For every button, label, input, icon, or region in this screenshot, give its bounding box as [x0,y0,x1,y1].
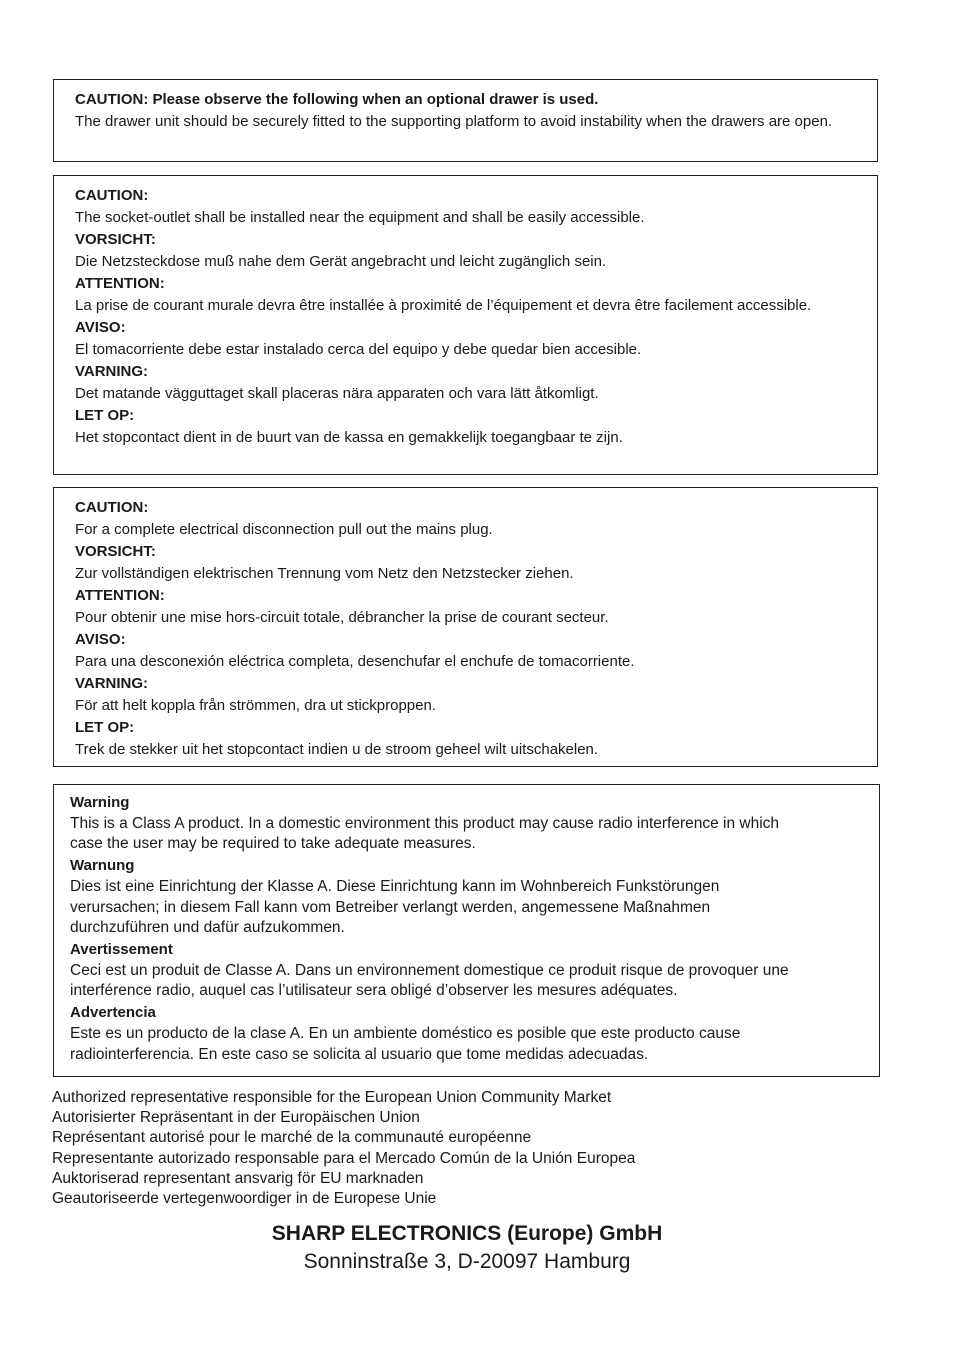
disconnect-box [53,487,878,767]
socket-heading-es: AVISO: [75,319,126,336]
drawer-caution-box [53,79,878,162]
disconnect-heading-de: VORSICHT: [75,543,156,560]
disconnect-text-sv: För att helt koppla från strömmen, dra ut stickproppen. [75,697,437,714]
warning-heading-es: Advertencia [70,1004,156,1022]
warning-text-de: Dies ist eine Einrichtung der Klasse A. Diese Einrichtung kann im Wohnbereich Funkstörungen verursachen; in diesem Fall kann vom Betreiber verlangt werden, angemessene Maßnahmen durchzuführen und dafür aufzukommen. [70,878,720,936]
socket-text-de: Die Netzsteckdose muß nahe dem Gerät angebracht und leicht zugänglich sein. [75,253,607,270]
socket-heading-fr: ATTENTION: [75,275,165,292]
disconnect-heading-fr: ATTENTION: [75,587,165,604]
warning-heading-fr: Avertissement [70,941,173,959]
company-name: SHARP ELECTRONICS (Europe) GmbH [271,1222,663,1245]
disconnect-heading-en: CAUTION: [75,499,149,516]
warning-text-fr: Ceci est un produit de Classe A. Dans un environnement domestique ce produit risque de provoquer une interférence radio, auquel cas l’utilisateur sera obligé d’observer les mesures adéquates. [70,962,789,1000]
disconnect-text-fr: Pour obtenir une mise hors-circuit totale, débrancher la prise de courant secteur. [75,609,609,626]
warning-heading-de: Warnung [70,857,135,875]
socket-heading-en: CAUTION: [75,187,149,204]
socket-text-en: The socket-outlet shall be installed near the equipment and shall be easily accessible. [75,209,645,226]
disconnect-heading-sv: VARNING: [75,675,149,692]
disconnect-heading-nl: LET OP: [75,719,135,736]
warning-heading-en: Warning [70,794,130,811]
socket-text-nl: Het stopcontact dient in de buurt van de kassa en gemakkelijk toegangbaar te zijn. [75,429,623,446]
class-a-warning-box [53,784,880,1077]
warning-text-es: Este es un producto de la clase A. En un ambiente doméstico es posible que este producto cause radiointerferencia. En este caso se solicita al usuario que tome medidas adecuadas. [70,1025,741,1063]
disconnect-heading-es: AVISO: [75,631,126,648]
representative-line-en: Authorized representative responsible for the European Union Community Market [52,1089,612,1106]
company-address: Sonninstraße 3, D-20097 Hamburg [303,1250,631,1273]
socket-heading-de: VORSICHT: [75,231,156,248]
disconnect-text-en: For a complete electrical disconnection pull out the mains plug. [75,521,493,538]
drawer-caution-heading: CAUTION: Please observe the following when an optional drawer is used. [75,91,599,108]
drawer-caution-text: The drawer unit should be securely fitted to the supporting platform to avoid instability when the drawers are open. [75,113,833,130]
socket-text-es: El tomacorriente debe estar instalado cerca del equipo y debe quedar bien accesible. [75,341,642,358]
socket-text-sv: Det matande vägguttaget skall placeras nära apparaten och vara lätt åtkomligt. [75,385,599,402]
representative-line-de: Autorisierter Repräsentant in der Europäischen Union [52,1109,420,1127]
representative-line-es: Representante autorizado responsable para el Mercado Común de la Unión Europea [52,1149,636,1167]
socket-heading-nl: LET OP: [75,407,135,424]
socket-outlet-box [53,175,878,475]
disconnect-text-nl: Trek de stekker uit het stopcontact indien u de stroom geheel wilt uitschakelen. [75,741,599,758]
socket-heading-sv: VARNING: [75,363,149,380]
representative-line-sv: Auktoriserad representant ansvarig för EU marknaden [52,1169,424,1187]
representative-line-fr: Représentant autorisé pour le marché de la communauté européenne [52,1129,532,1147]
disconnect-text-es: Para una desconexión eléctrica completa, desenchufar el enchufe de tomacorriente. [75,653,635,670]
representative-line-nl: Geautoriseerde vertegenwoordiger in de Europese Unie [52,1190,437,1208]
representative-list [52,1088,635,1209]
socket-text-fr: La prise de courant murale devra être installée à proximité de l’équipement et devra être facilement accessible. [75,297,812,314]
disconnect-text-de: Zur vollständigen elektrischen Trennung vom Netz den Netzstecker ziehen. [75,565,574,582]
warning-text-en: This is a Class A product. In a domestic environment this product may cause radio interference in which case the user may be required to take adequate measures. [70,815,780,853]
